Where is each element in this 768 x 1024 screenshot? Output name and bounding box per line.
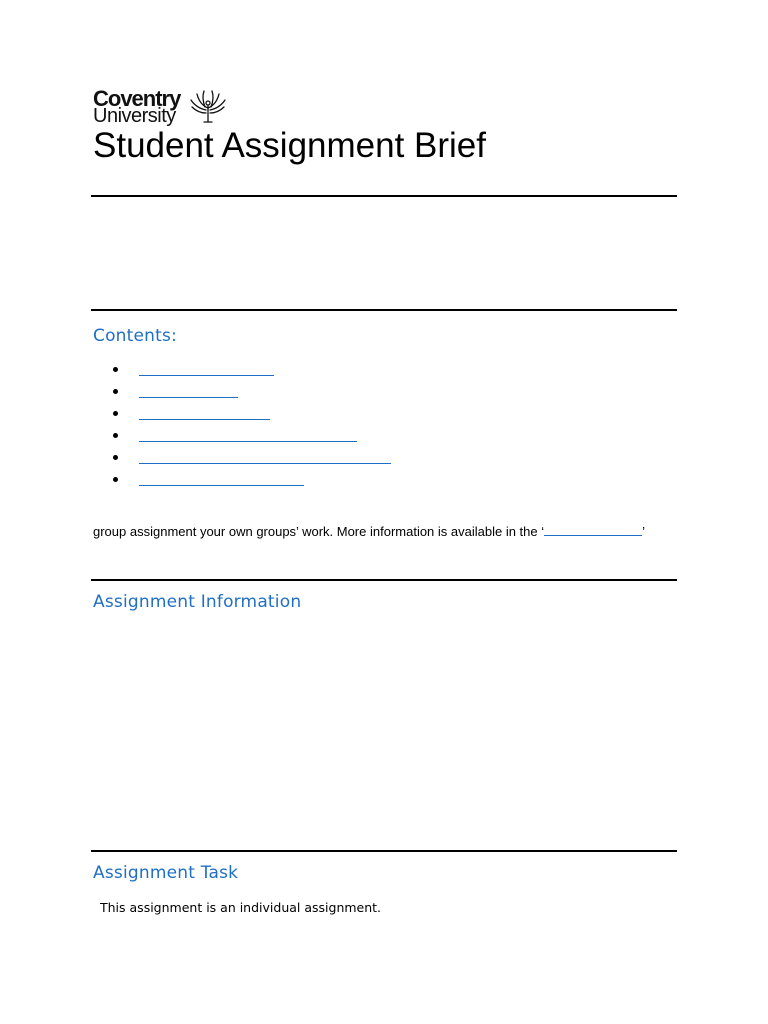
toc-link[interactable] <box>139 419 270 420</box>
bullet <box>113 389 118 394</box>
bullet <box>113 433 118 438</box>
divider <box>91 309 677 311</box>
bullet <box>113 455 118 460</box>
closing-quote: ’ <box>642 524 646 539</box>
toc-link[interactable] <box>139 441 357 442</box>
divider <box>91 195 677 197</box>
logo-text-line1: Coventry <box>93 86 181 111</box>
divider <box>91 850 677 852</box>
toc-link[interactable] <box>139 463 391 464</box>
bullet <box>113 411 118 416</box>
intro-paragraph <box>93 523 645 539</box>
intro-text: group assignment your own groups’ work. More information is available in the ‘ <box>93 524 545 539</box>
toc-link[interactable] <box>139 375 274 376</box>
phoenix-icon <box>189 88 227 126</box>
divider <box>91 579 677 581</box>
assignment-task-heading: Assignment Task <box>93 863 239 883</box>
task-description: This assignment is an individual assignment. <box>100 900 382 915</box>
contents-heading: Contents: <box>93 326 177 346</box>
bullet <box>113 477 118 482</box>
toc-link[interactable] <box>139 397 238 398</box>
page-title: Student Assignment Brief <box>93 126 486 165</box>
assignment-information-heading: Assignment Information <box>93 592 302 612</box>
logo-text-line2: University <box>93 105 176 127</box>
toc-link[interactable] <box>139 485 304 486</box>
university-logo <box>93 88 233 128</box>
info-link[interactable] <box>544 523 642 536</box>
bullet <box>113 367 118 372</box>
